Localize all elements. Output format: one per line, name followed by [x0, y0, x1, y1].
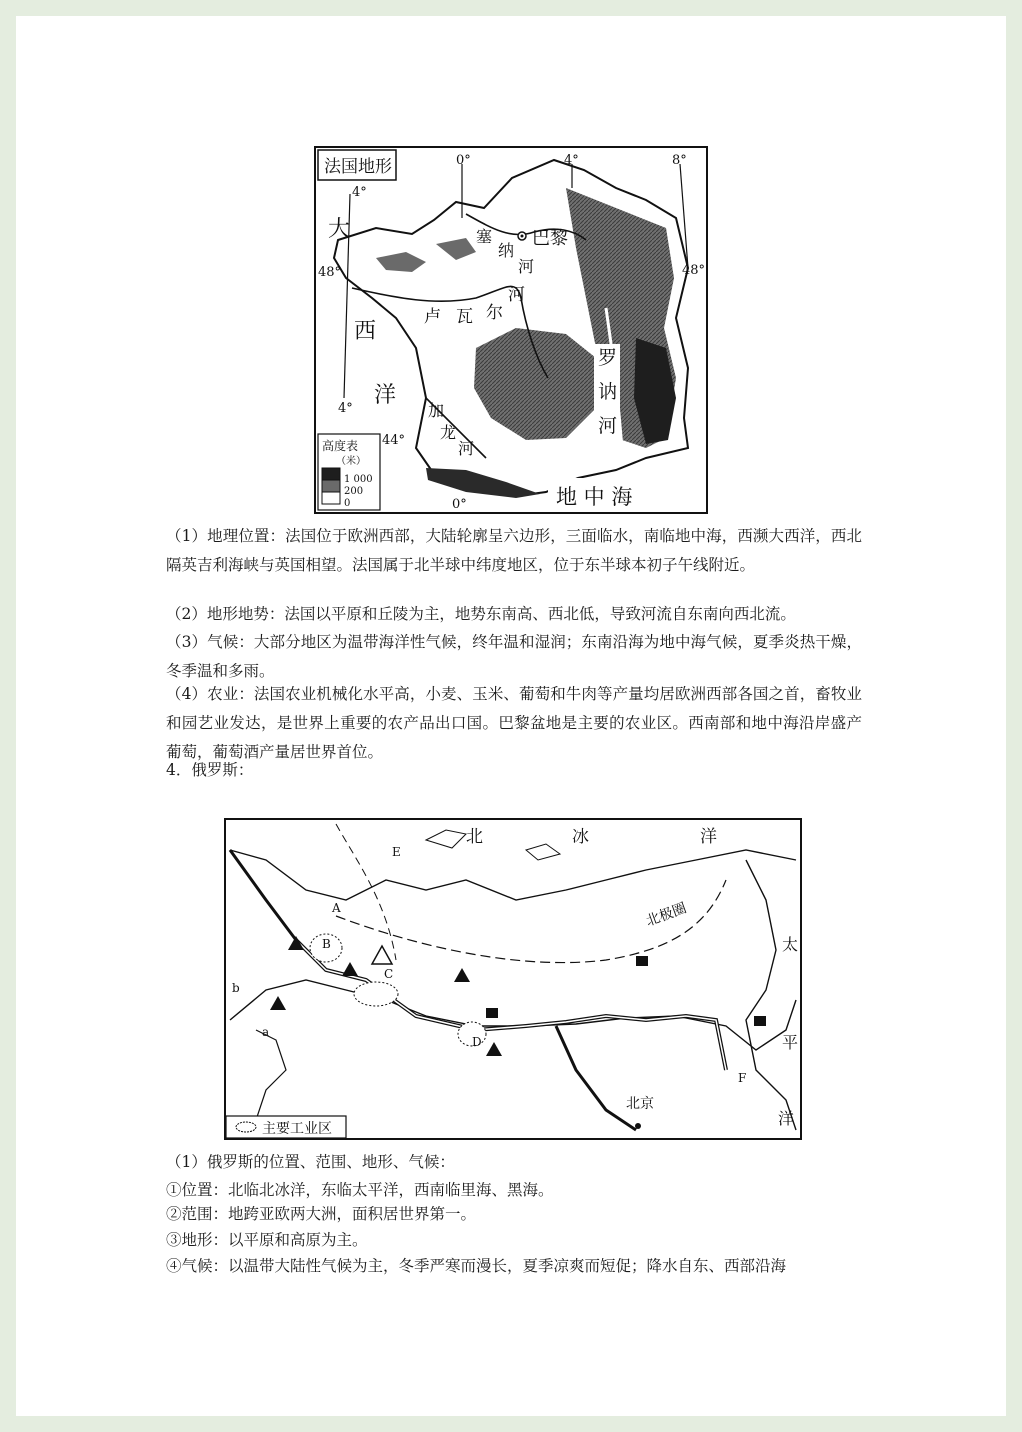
beijing-marker — [635, 1123, 641, 1129]
russia-line-3: ②范围：地跨亚欧两大洲，面积居世界第一。 — [166, 1205, 477, 1223]
russia-line-1: （1）俄罗斯的位置、范围、地形、气候： — [166, 1153, 455, 1171]
railway-beijing — [556, 1026, 636, 1130]
lon-0: 0° — [456, 153, 471, 168]
meridian-dashed — [336, 824, 396, 960]
resource-triangle-open — [372, 946, 392, 964]
beijing-label: 北京 — [626, 1096, 654, 1112]
legend-swatch-mid — [322, 480, 340, 492]
arctic-ocean-char-3: 洋 — [700, 827, 717, 847]
legend-industrial-label: 主要工业区 — [262, 1121, 332, 1137]
loire-char-2: 瓦 — [456, 307, 473, 327]
point-E: E — [392, 845, 401, 859]
russia-line-4: ③地形：以平原和高原为主。 — [166, 1231, 368, 1249]
france-map-svg — [316, 148, 706, 512]
lat-48-right: 48° — [682, 263, 706, 278]
rhone-char-2: 讷 — [598, 381, 618, 403]
france-paragraph-climate: （3）气候：大部分地区为温带海洋性气候，终年温和湿润；东南沿海为地中海气候，夏季炎热干燥，冬季温和多雨。 — [166, 633, 862, 680]
russia-north-coast — [230, 850, 796, 900]
paris-label: 巴黎 — [532, 228, 568, 249]
france-paragraph-location: （1）地理位置：法国位于欧洲西部，大陆轮廓呈六边形，三面临水，南临地中海，西濒大西洋，西北隔英吉利海峡与英国相望。法国属于北半球中纬度地区，位于东半球本初子午线附近。 — [166, 527, 862, 574]
resource-square-3 — [754, 1016, 766, 1026]
france-terrain-map — [314, 146, 708, 514]
arctic-ocean-char-2: 冰 — [572, 827, 589, 847]
garonne-char-2: 龙 — [440, 423, 457, 442]
loire-char-4: 河 — [508, 285, 525, 305]
loire-char-3: 尔 — [486, 303, 503, 323]
legend-swatch-low — [322, 492, 340, 504]
seine-char-2: 纳 — [498, 241, 515, 260]
arctic-island — [526, 844, 560, 860]
lon-8: 8° — [672, 153, 687, 168]
russia-heading: 4．俄罗斯： — [166, 761, 254, 779]
legend-level-0: 0 — [344, 498, 351, 509]
lon-4-west-lower: 4° — [338, 401, 353, 416]
novaya-zemlya — [426, 830, 466, 848]
seine-char-1: 塞 — [476, 227, 493, 246]
seine-char-3: 河 — [518, 257, 535, 276]
legend-industrial-symbol — [236, 1122, 256, 1132]
arctic-circle-label: 北极圈 — [643, 900, 689, 930]
rhone-char-1: 罗 — [598, 347, 618, 369]
russia-line-2: ①位置：北临北冰洋，东临太平洋，西南临里海、黑海。 — [166, 1181, 554, 1199]
point-A: A — [332, 901, 341, 915]
caspian-coast — [256, 1030, 286, 1120]
point-F: F — [738, 1071, 747, 1085]
legend-swatch-high — [322, 468, 340, 480]
point-b: b — [232, 981, 240, 995]
russia-south-border — [230, 980, 799, 1052]
arctic-ocean-char-1: 北 — [466, 827, 483, 847]
resource-square-2 — [636, 956, 648, 966]
point-D: D — [472, 1035, 482, 1049]
garonne-char-3: 河 — [458, 439, 475, 458]
lat-48-left: 48° — [318, 265, 342, 280]
lon-4: 4° — [564, 153, 579, 168]
pacific-char-3: 洋 — [778, 1109, 795, 1128]
pacific-coast — [746, 860, 799, 1130]
lon-0-bottom: 0° — [452, 497, 467, 512]
france-paragraph-agriculture: （4）农业：法国农业机械化水平高，小麦、玉米、葡萄和牛肉等产量均居欧洲西部各国之首，畜牧业和园艺业发达，是世界上重要的农产品出口国。巴黎盆地是主要的农业区。西南部和地中海沿岸盛产葡萄，葡萄酒产量居世界首位。 — [166, 685, 862, 761]
legend-level-200: 200 — [344, 486, 364, 497]
lon-4-west: 4° — [352, 185, 367, 200]
ocean-char-2: 西 — [354, 319, 377, 344]
garonne-char-1: 加 — [428, 401, 445, 420]
loire-char-1: 卢 — [424, 307, 441, 327]
russia-map-svg — [226, 820, 800, 1138]
point-B: B — [322, 937, 331, 951]
lat-44: 44° — [382, 433, 406, 448]
mediterranean-label: 地 中 海 — [556, 485, 633, 509]
resource-triangle-5 — [486, 1042, 502, 1056]
resource-triangle-3 — [342, 962, 358, 976]
legend-unit: （米） — [336, 456, 366, 467]
map-title: 法国地形 — [324, 157, 392, 177]
rhone-char-3: 河 — [598, 415, 618, 437]
legend-level-1000: 1 000 — [344, 474, 373, 485]
russia-line-5: ④气候：以温带大陆性气候为主，冬季严寒而漫长，夏季凉爽而短促；降水自东、西部沿海 — [166, 1257, 787, 1275]
legend-title: 高度表 — [322, 439, 359, 453]
russia-map — [224, 818, 802, 1140]
point-a: a — [262, 1025, 270, 1039]
industrial-zone-ural — [354, 982, 398, 1006]
ocean-char-3: 洋 — [374, 383, 397, 408]
pacific-char-1: 太 — [782, 935, 799, 954]
ocean-char-1: 大 — [328, 217, 351, 242]
railway-north — [230, 850, 296, 940]
pacific-char-2: 平 — [782, 1033, 799, 1052]
resource-square-1 — [486, 1008, 498, 1018]
point-C: C — [384, 967, 394, 981]
paris-marker-dot — [521, 235, 524, 238]
resource-triangle-2 — [270, 996, 286, 1010]
resource-triangle-4 — [454, 968, 470, 982]
france-paragraph-terrain: （2）地形地势：法国以平原和丘陵为主，地势东南高、西北低，导致河流自东南向西北流。 — [166, 605, 796, 623]
